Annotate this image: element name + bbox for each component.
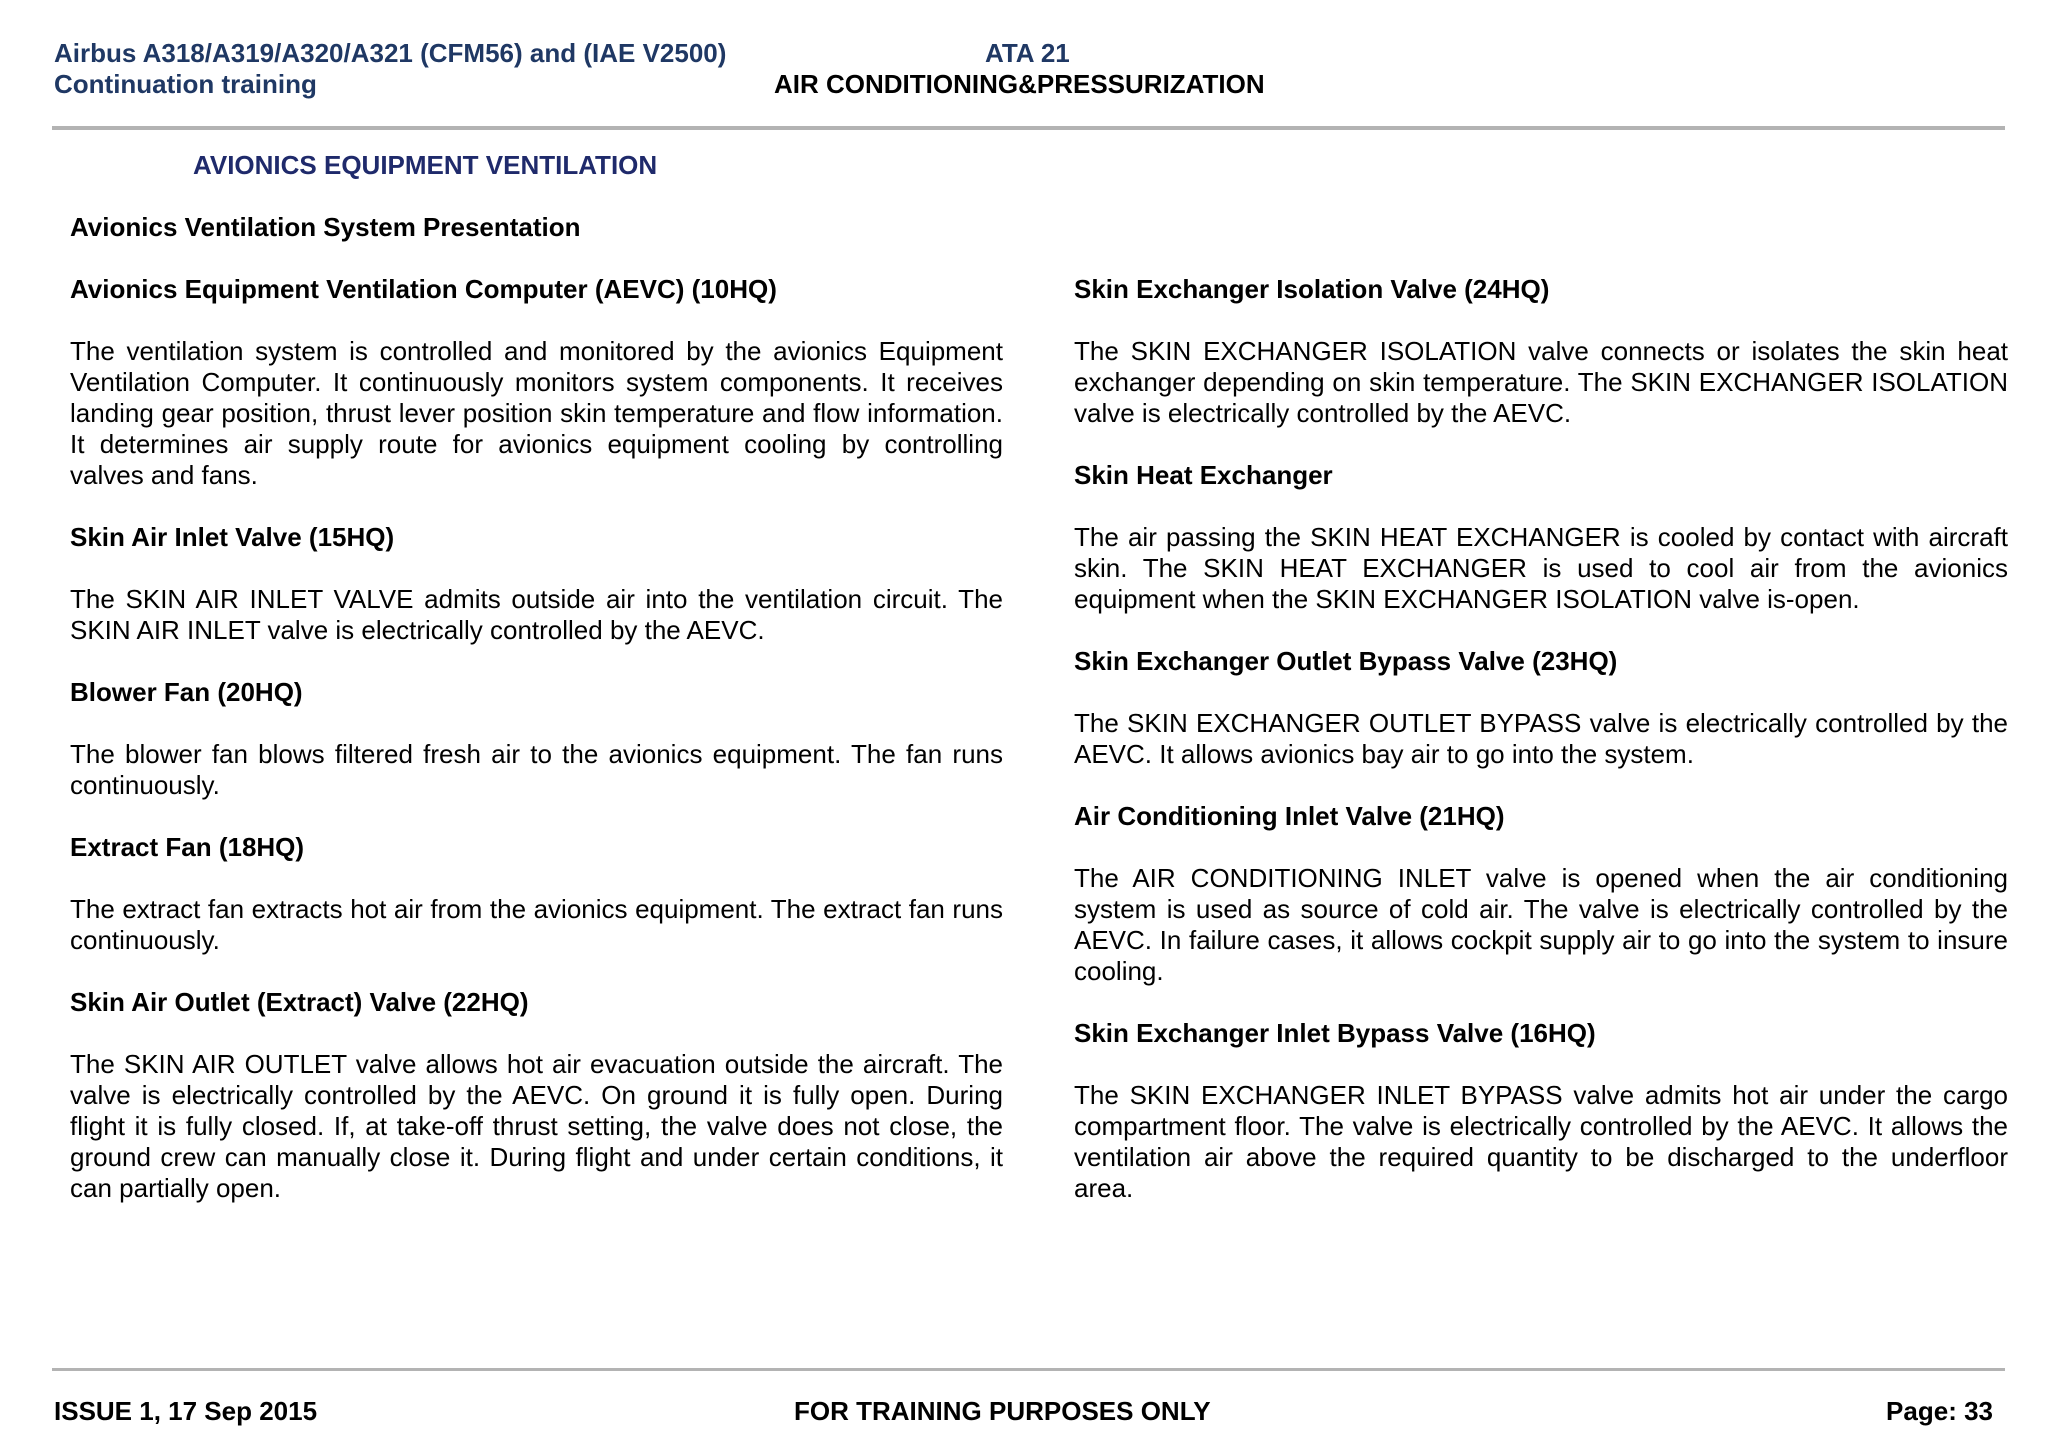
- section-heading: Air Conditioning Inlet Valve (21HQ): [1074, 801, 1505, 831]
- header-divider: [52, 126, 2005, 130]
- section-heading: Skin Exchanger Outlet Bypass Valve (23HQ): [1074, 646, 1618, 676]
- footer-notice: FOR TRAINING PURPOSES ONLY: [794, 1396, 1211, 1426]
- section-air-conditioning-inlet-valve: [1074, 801, 2008, 987]
- section-heading: Extract Fan (18HQ): [70, 832, 305, 862]
- section-text: The SKIN AIR INLET VALVE admits outside air into the ventilation circuit. The SKIN AIR INLET valve is electrically controlled by the AEVC.: [70, 584, 1003, 645]
- header-aircraft: Airbus A318/A319/A320/A321 (CFM56) and (IAE V2500): [54, 38, 727, 68]
- section-text: The SKIN EXCHANGER ISOLATION valve connects or isolates the skin heat exchanger depending on skin temperature. The SKIN EXCHANGER ISOLATION valve is electrically controlled by the AEVC.: [1074, 336, 2008, 428]
- section-skin-exchanger-isolation-valve: [1074, 274, 2008, 429]
- header-chapter: AIR CONDITIONING&PRESSURIZATION: [774, 69, 1265, 99]
- footer-page-number: Page: 33: [1886, 1396, 1993, 1426]
- section-heading: Skin Heat Exchanger: [1074, 460, 1333, 490]
- section-blower-fan: [70, 677, 1003, 801]
- right-column: [1074, 274, 2008, 1235]
- section-heading: Skin Exchanger Isolation Valve (24HQ): [1074, 274, 1550, 304]
- footer-divider: [52, 1368, 2005, 1371]
- section-heading: Skin Air Inlet Valve (15HQ): [70, 522, 395, 552]
- section-heading: Skin Air Outlet (Extract) Valve (22HQ): [70, 987, 529, 1017]
- section-text: The ventilation system is controlled and monitored by the avionics Equipment Ventilation Computer. It continuously monitors system components. It receives landing gear position, thrust lever position skin temperature and flow information. It determines air supply route for avionics equipment cooling by controlling valves and fans.: [70, 336, 1003, 490]
- footer-issue: ISSUE 1, 17 Sep 2015: [54, 1396, 318, 1426]
- section-title: AVIONICS EQUIPMENT VENTILATION: [193, 150, 658, 180]
- section-skin-air-inlet-valve: [70, 522, 1003, 646]
- section-skin-air-outlet-valve: [70, 987, 1003, 1204]
- header-ata: ATA 21: [985, 38, 1070, 68]
- section-skin-heat-exchanger: [1074, 460, 2008, 615]
- section-heading: Blower Fan (20HQ): [70, 677, 303, 707]
- section-skin-exchanger-outlet-bypass-valve: [1074, 646, 2008, 770]
- section-text: The extract fan extracts hot air from the avionics equipment. The extract fan runs continuously.: [70, 894, 1003, 955]
- left-column: [70, 274, 1003, 1235]
- section-skin-exchanger-inlet-bypass-valve: [1074, 1018, 2008, 1204]
- section-extract-fan: [70, 832, 1003, 956]
- header-training: Continuation training: [54, 69, 317, 99]
- section-text: The SKIN EXCHANGER OUTLET BYPASS valve is electrically controlled by the AEVC. It allows avionics bay air to go into the system.: [1074, 708, 2008, 769]
- section-text: The SKIN AIR OUTLET valve allows hot air evacuation outside the aircraft. The valve is electrically controlled by the AEVC. On ground it is fully open. During flight it is fully closed. If, at take-off thrust setting, the valve does not close, the ground crew can manually close it. During flight and under certain conditions, it can partially open.: [70, 1049, 1003, 1203]
- section-text: The SKIN EXCHANGER INLET BYPASS valve admits hot air under the cargo compartment floor. The valve is electrically controlled by the AEVC. It allows the ventilation air above the required quantity to be discharged to the underfloor area.: [1074, 1080, 2008, 1203]
- page-subtitle: Avionics Ventilation System Presentation: [70, 212, 581, 242]
- section-heading: Skin Exchanger Inlet Bypass Valve (16HQ): [1074, 1018, 1596, 1048]
- section-text: The air passing the SKIN HEAT EXCHANGER is cooled by contact with aircraft skin. The SKIN HEAT EXCHANGER is used to cool air from the avionics equipment when the SKIN EXCHANGER ISOLATION valve is-open.: [1074, 522, 2008, 614]
- section-text: The AIR CONDITIONING INLET valve is opened when the air conditioning system is used as source of cold air. The valve is electrically controlled by the AEVC. In failure cases, it allows cockpit supply air to go into the system to insure cooling.: [1074, 863, 2008, 986]
- section-aevc: [70, 274, 1003, 491]
- section-heading: Avionics Equipment Ventilation Computer (AEVC) (10HQ): [70, 274, 777, 304]
- section-text: The blower fan blows filtered fresh air to the avionics equipment. The fan runs continuously.: [70, 739, 1003, 800]
